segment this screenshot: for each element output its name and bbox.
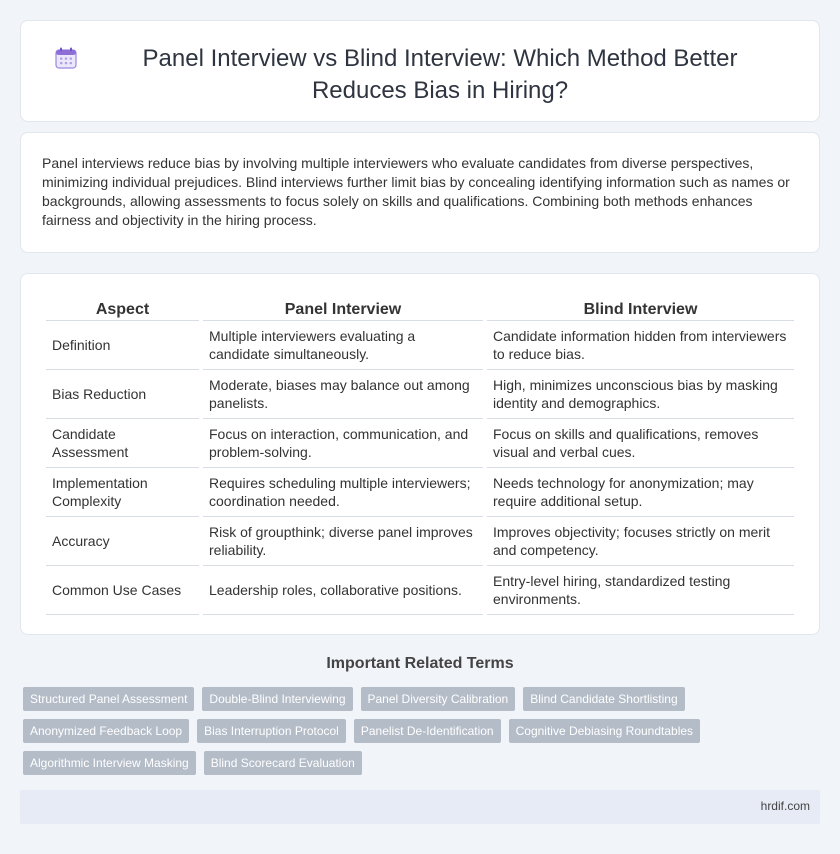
comparison-card bbox=[20, 273, 820, 635]
tag-panelist-de-identification[interactable]: Panelist De-Identification bbox=[354, 719, 501, 743]
tag-structured-panel-assessment[interactable]: Structured Panel Assessment bbox=[23, 687, 194, 711]
cell-blind: Entry-level hiring, standardized testing environments. bbox=[487, 566, 794, 615]
cell-aspect: Bias Reduction bbox=[46, 370, 199, 419]
title-card bbox=[20, 20, 820, 122]
tag-anonymized-feedback-loop[interactable]: Anonymized Feedback Loop bbox=[23, 719, 189, 743]
cell-aspect: Candidate Assessment bbox=[46, 419, 199, 468]
cell-aspect: Common Use Cases bbox=[46, 566, 199, 615]
cell-aspect: Definition bbox=[46, 321, 199, 370]
tag-blind-candidate-shortlisting[interactable]: Blind Candidate Shortlisting bbox=[523, 687, 684, 711]
title-wrap bbox=[21, 43, 819, 107]
table-row bbox=[46, 419, 794, 468]
cell-aspect: Implementation Complexity bbox=[46, 468, 199, 517]
comparison-table bbox=[42, 295, 798, 615]
table-header-row bbox=[46, 295, 794, 321]
tag-panel-diversity-calibration[interactable]: Panel Diversity Calibration bbox=[361, 687, 516, 711]
cell-panel: Leadership roles, collaborative positions. bbox=[203, 566, 483, 615]
table-row bbox=[46, 370, 794, 419]
cell-panel: Multiple interviewers evaluating a candidate simultaneously. bbox=[203, 321, 483, 370]
cell-blind: Candidate information hidden from interviewers to reduce bias. bbox=[487, 321, 794, 370]
table-row bbox=[46, 517, 794, 566]
tag-blind-scorecard-evaluation[interactable]: Blind Scorecard Evaluation bbox=[204, 751, 362, 775]
cell-blind: Needs technology for anonymization; may require additional setup. bbox=[487, 468, 794, 517]
related-terms-tags bbox=[23, 687, 723, 775]
tag-cognitive-debiasing-roundtables[interactable]: Cognitive Debiasing Roundtables bbox=[509, 719, 700, 743]
tag-bias-interruption-protocol[interactable]: Bias Interruption Protocol bbox=[197, 719, 346, 743]
cell-aspect: Accuracy bbox=[46, 517, 199, 566]
cell-blind: Focus on skills and qualifications, removes visual and verbal cues. bbox=[487, 419, 794, 468]
summary-text: Panel interviews reduce bias by involving multiple interviewers who evaluate candidates from diverse perspectives, minimizing individual prejudices. Blind interviews further limit bias by concealing identifying information such as names or backgrounds, allowing assessments to focus solely on skills and qualifications. Combining both methods enhances fairness and objectivity in the hiring process. bbox=[42, 155, 790, 228]
header-panel-interview: Panel Interview bbox=[203, 295, 483, 321]
related-terms-title: Important Related Terms bbox=[326, 655, 514, 672]
cell-blind: High, minimizes unconscious bias by masking identity and demographics. bbox=[487, 370, 794, 419]
footer-site-link[interactable]: hrdif.com bbox=[760, 799, 810, 813]
table-row bbox=[46, 566, 794, 615]
cell-blind: Improves objectivity; focuses strictly on merit and competency. bbox=[487, 517, 794, 566]
footer bbox=[20, 790, 820, 824]
cell-panel: Focus on interaction, communication, and problem-solving. bbox=[203, 419, 483, 468]
tag-algorithmic-interview-masking[interactable]: Algorithmic Interview Masking bbox=[23, 751, 196, 775]
cell-panel: Risk of groupthink; diverse panel improves reliability. bbox=[203, 517, 483, 566]
header-aspect: Aspect bbox=[46, 295, 199, 321]
tag-double-blind-interviewing[interactable]: Double-Blind Interviewing bbox=[202, 687, 352, 711]
table-row bbox=[46, 468, 794, 517]
header-blind-interview: Blind Interview bbox=[487, 295, 794, 321]
cell-panel: Requires scheduling multiple interviewers; coordination needed. bbox=[203, 468, 483, 517]
table-row bbox=[46, 321, 794, 370]
cell-panel: Moderate, biases may balance out among panelists. bbox=[203, 370, 483, 419]
summary-card bbox=[20, 132, 820, 253]
page-title: Panel Interview vs Blind Interview: Which Method Better Reduces Bias in Hiring? bbox=[142, 45, 738, 104]
